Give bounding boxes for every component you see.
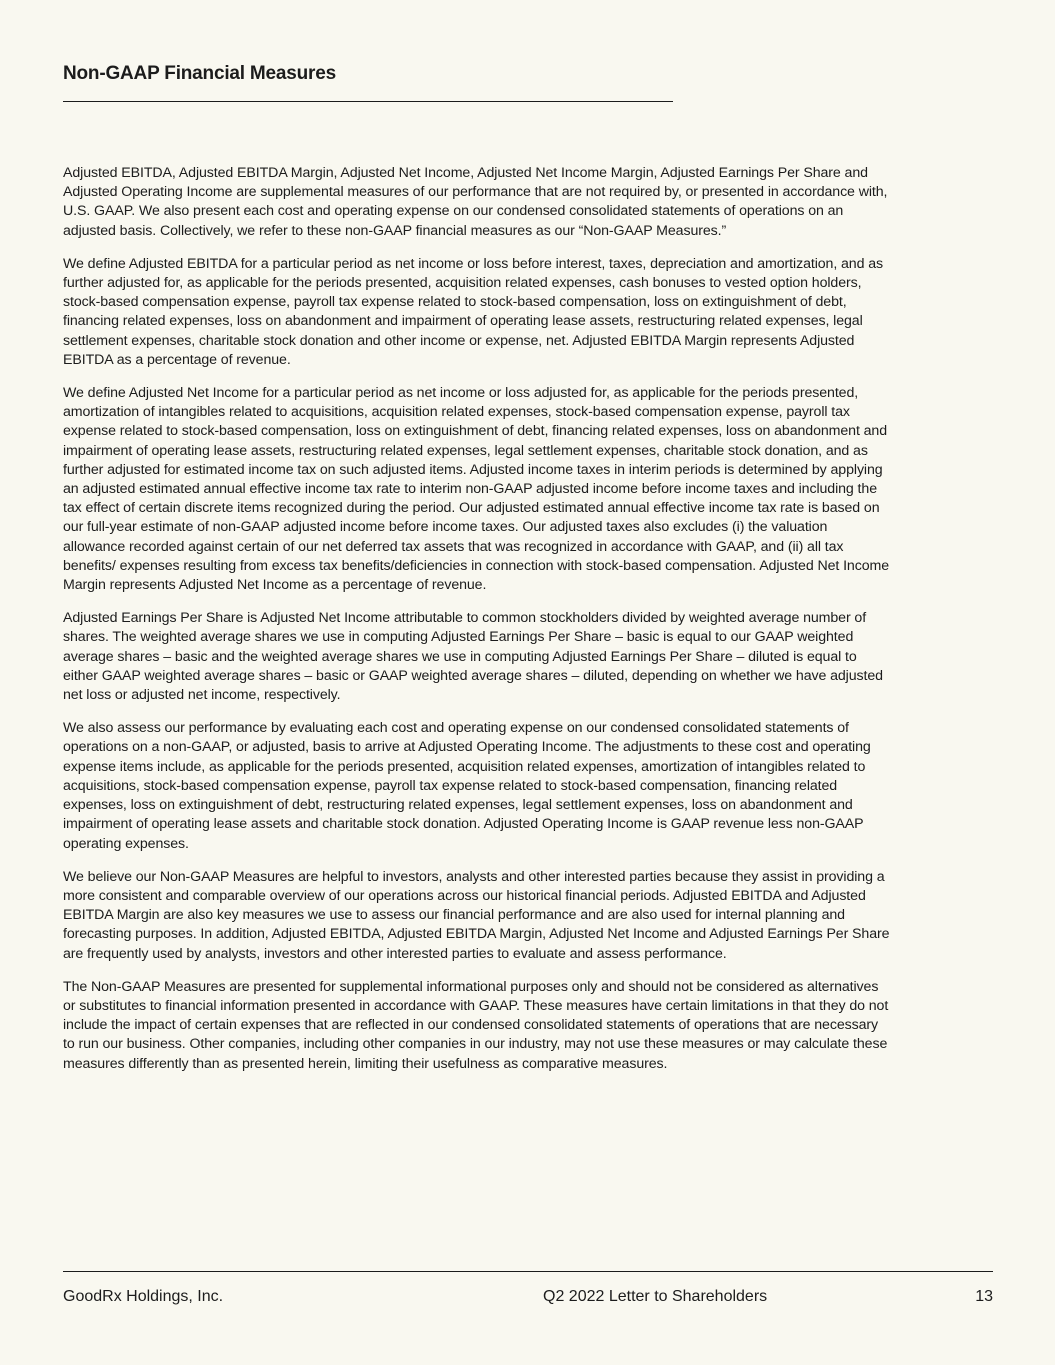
page-title: Non-GAAP Financial Measures — [63, 63, 336, 84]
body-text — [63, 164, 891, 1088]
paragraph-adjusted-ebitda: We define Adjusted EBITDA for a particular period as net income or loss before interest, taxes, depreciation and amortization, and as further adjusted for, as applicable for the periods presented, acquisition related expenses, cash bonuses to vested option holders, stock-based compensation expense, payroll tax expense related to stock-based compensation, loss on extinguishment of debt, financing related expenses, loss on abandonment and impairment of operating lease assets, restructuring related expenses, legal settlement expenses, charitable stock donation and other income or expense, net. Adjusted EBITDA Margin represents Adjusted EBITDA as a percentage of revenue. — [63, 255, 884, 368]
paragraph-definitions: Adjusted EBITDA, Adjusted EBITDA Margin, Adjusted Net Income, Adjusted Net Income Margin, Adjusted Earnings Per Share and Adjusted Operating Income are supplemental measures of our performance that are not required by, or presented in accordance with, U.S. GAAP. We also present each cost and operating expense on our condensed consolidated statements of operations on an adjusted basis. Collectively, we refer to these non-GAAP financial measures as our “Non-GAAP Measures.” — [63, 165, 888, 239]
page-number: 13 — [975, 1288, 993, 1305]
paragraph-adjusted-eps: Adjusted Earnings Per Share is Adjusted Net Income attributable to common stockholders divided by weighted average number of shares. The weighted average shares we use in computing Adjusted Earnings Per Share – basic is equal to our GAAP weighted average shares – basic and the weighted average shares we use in computing Adjusted Earnings Per Share – diluted is equal to either GAAP weighted average shares – basic or GAAP weighted average shares – diluted, depending on whether we have adjusted net loss or adjusted net income, respectively. — [63, 610, 883, 704]
paragraph-limitations: The Non-GAAP Measures are presented for supplemental informational purposes only and should not be considered as alternatives or substitutes to financial information presented in accordance with GAAP. These measures have certain limitations in that they do not include the impact of certain expenses that are reflected in our condensed consolidated statements of operations that are necessary to run our business. Other companies, including other companies in our industry, may not use these measures or may calculate these measures differently than as presented herein, limiting their usefulness as comparative measures. — [63, 978, 889, 1072]
footer-divider — [63, 1271, 993, 1272]
footer-document-title: Q2 2022 Letter to Shareholders — [543, 1288, 768, 1305]
paragraph-usefulness: We believe our Non-GAAP Measures are helpful to investors, analysts and other interested parties because they assist in providing a more consistent and comparable overview of our operations across our historical financial periods. Adjusted EBITDA and Adjusted EBITDA Margin are also key measures we use to assess our financial performance and are also used for internal planning and forecasting purposes. In addition, Adjusted EBITDA, Adjusted EBITDA Margin, Adjusted Net Income and Adjusted Earnings Per Share are frequently used by analysts, investors and other interested parties to evaluate and assess performance. — [63, 868, 890, 962]
paragraph-adjusted-operating-income: We also assess our performance by evaluating each cost and operating expense on our condensed consolidated statements of operations on a non-GAAP, or adjusted, basis to arrive at Adjusted Operating Income. The adjustments to these cost and operating expense items include, as applicable for the periods presented, acquisition related expenses, amortization of intangibles related to acquisitions, stock-based compensation expense, payroll tax expense related to stock-based compensation, financing related expenses, loss on extinguishment of debt, restructuring related expenses, legal settlement expenses, loss on abandonment and impairment of operating lease assets and charitable stock donation. Adjusted Operating Income is GAAP revenue less non-GAAP operating expenses. — [63, 720, 871, 852]
footer-company-name: GoodRx Holdings, Inc. — [63, 1288, 224, 1305]
paragraph-adjusted-net-income: We define Adjusted Net Income for a particular period as net income or loss adjusted for, as applicable for the periods presented, amortization of intangibles related to acquisitions, acquisition related expenses, stock-based compensation expense, payroll tax expense related to stock-based compensation, loss on extinguishment of debt, financing related expenses, loss on abandonment and impairment of operating lease assets, restructuring related expenses, legal settlement expenses, charitable stock donation, and as further adjusted for estimated income tax on such adjusted items. Adjusted income taxes in interim periods is determined by applying an adjusted estimated annual effective income tax rate to interim non-GAAP adjusted income before income taxes and including the tax effect of certain discrete items recognized during the period. Our adjusted estimated annual effective income tax rate is based on our full-year estimate of non-GAAP adjusted income before income taxes. Our adjusted taxes also excludes (i) the valuation allowance recorded against certain of our net deferred tax assets that was recognized in accordance with GAAP, and (ii) all tax benefits/ expenses resulting from excess tax benefits/deficiencies in connection with stock-based compensation. Adjusted Net Income Margin represents Adjusted Net Income as a percentage of revenue. — [63, 385, 889, 594]
title-divider — [63, 101, 673, 102]
